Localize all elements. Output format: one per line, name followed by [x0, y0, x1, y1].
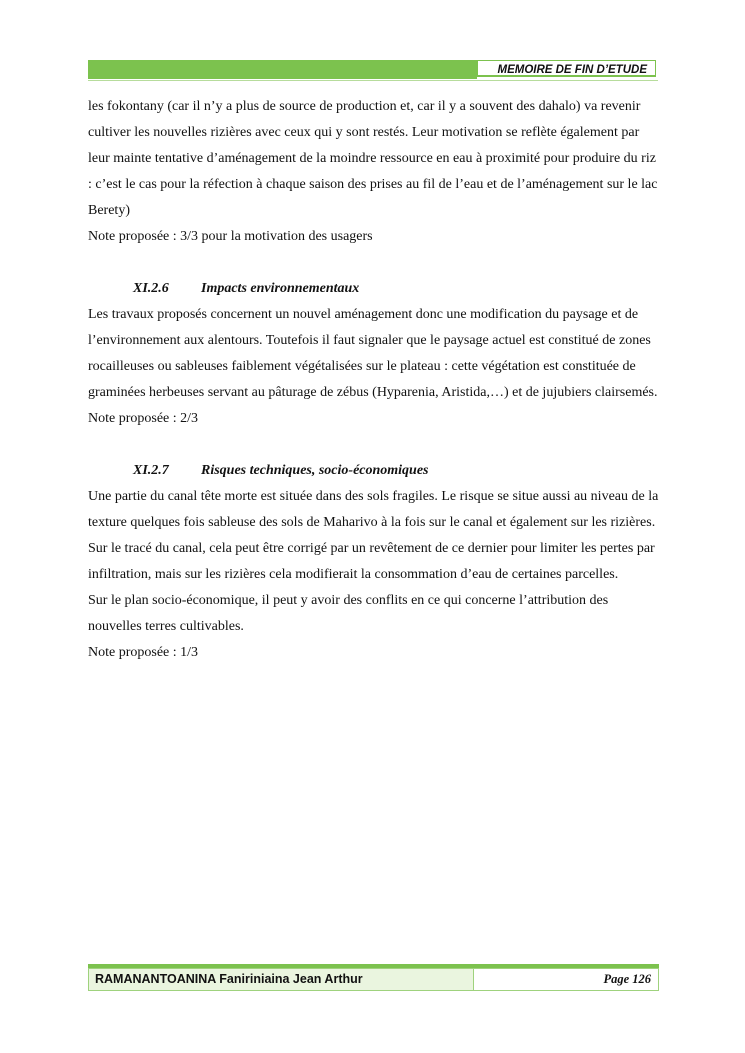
page-header [88, 60, 658, 79]
section-heading-risques [88, 458, 660, 484]
section-heading-impacts [88, 276, 660, 302]
section-number: XI.2.6 [133, 281, 169, 296]
footer-page-number: Page 126 [474, 968, 659, 991]
note-motivation: Note proposée : 3/3 pour la motivation des usagers [88, 229, 373, 244]
page-body [88, 94, 660, 666]
paragraph-impacts: Les travaux proposés concernent un nouvel aménagement donc une modification du paysage et de l’environnement aux alentours. Toutefois il faut signaler que le paysage actuel est constitué de zones rocailleuses ou sableuses faiblement végétalisées sur le plateau : cette végétation est constituée de graminées herbeuses servant au pâturage de zébus (Hyparenia, Aristida,…) et de jujubiers clairsemés. [88, 307, 658, 400]
header-green-band [88, 60, 477, 79]
paragraph-continuation: les fokontany (car il n’y a plus de source de production et, car il y a souvent des dahalo) va revenir cultiver les nouvelles rizières avec ceux qui y sont restés. Leur motivation se reflète également par leur mainte tentative d’aménagement de la moindre ressource en eau à proximité pour produire du riz : c’est le cas pour la réfection à chaque saison des prises au fil de l’eau et de l’aménagement sur le lac Berety) [88, 99, 658, 218]
header-title: MEMOIRE DE FIN D’ETUDE [477, 60, 656, 77]
section-title: Risques techniques, socio-économiques [201, 463, 429, 478]
note-risques: Note proposée : 1/3 [88, 645, 199, 660]
spacer [88, 432, 660, 458]
footer-author: RAMANANTOANINA Faniriniaina Jean Arthur [88, 968, 474, 991]
paragraph-risques-socio: Sur le plan socio-économique, il peut y avoir des conflits en ce qui concerne l’attribution des nouvelles terres cultivables. [88, 593, 609, 634]
note-impacts: Note proposée : 2/3 [88, 411, 199, 426]
spacer [88, 250, 660, 276]
header-divider [88, 80, 658, 81]
page-footer [88, 964, 659, 991]
section-number: XI.2.7 [133, 463, 169, 478]
section-title: Impacts environnementaux [201, 281, 360, 296]
paragraph-risques-techniques: Une partie du canal tête morte est située dans des sols fragiles. Le risque se situe aussi au niveau de la texture quelques fois sableuse des sols de Maharivo à la fois sur le canal et également sur les rizières. Sur le tracé du canal, cela peut être corrigé par un revêtement de ce dernier pour limiter les pertes par infiltration, mais sur les rizières cela modifierait la consommation d’eau de certaines parcelles. [88, 489, 659, 582]
